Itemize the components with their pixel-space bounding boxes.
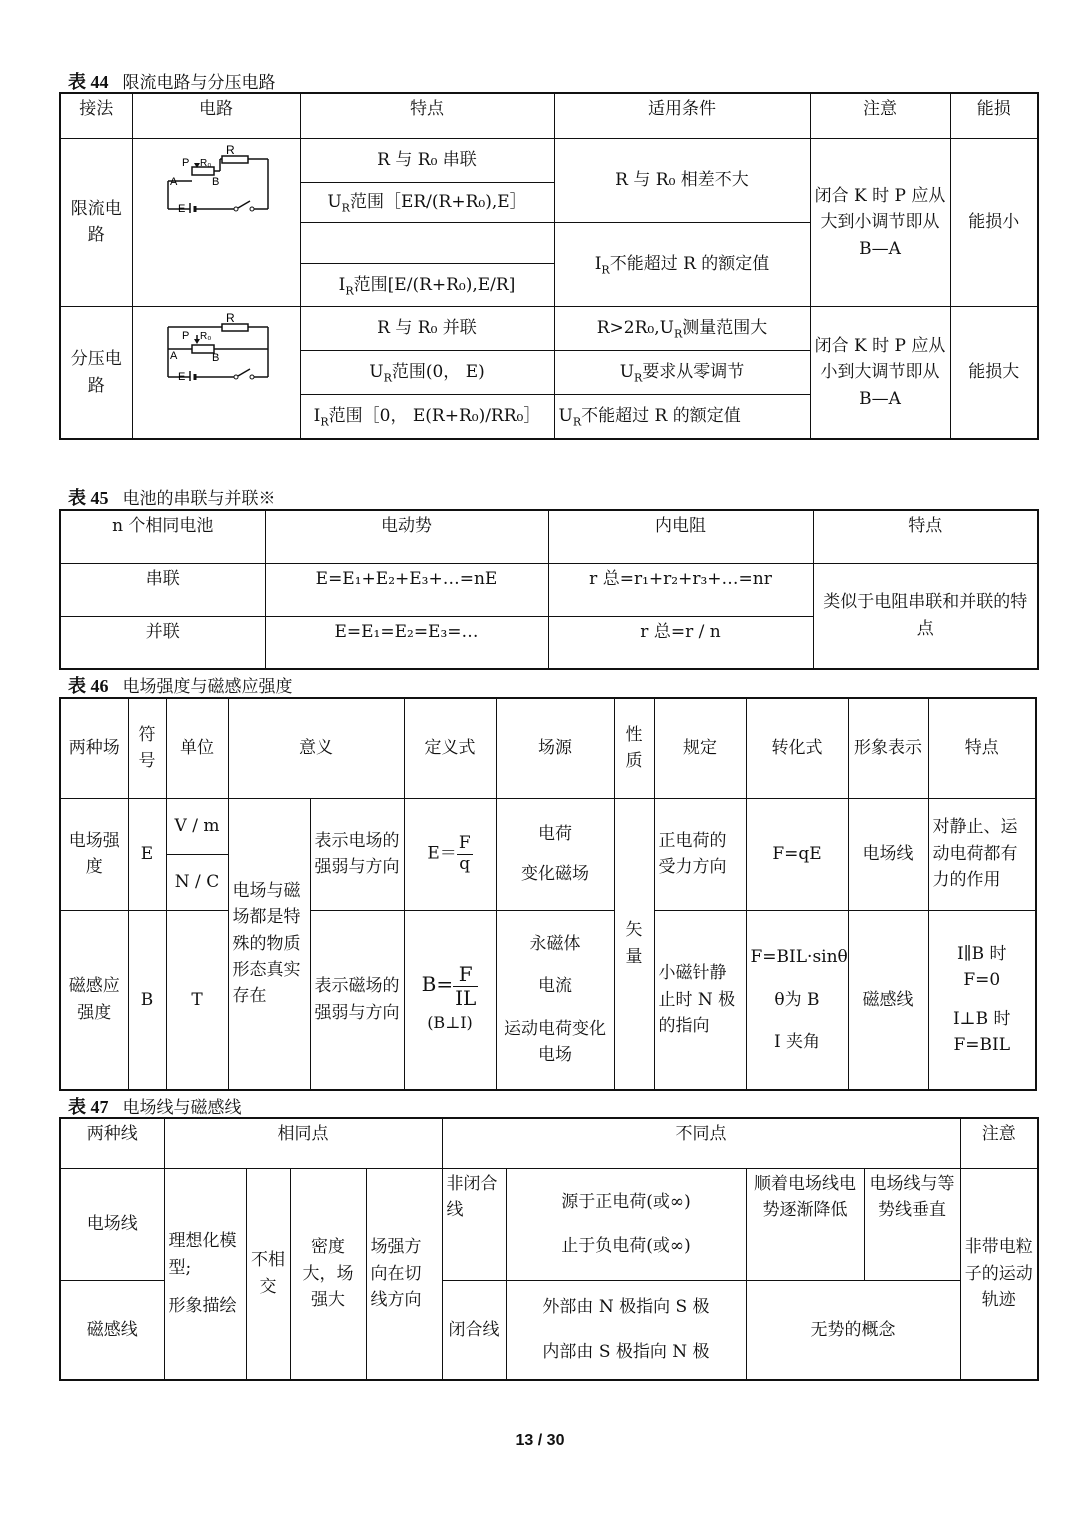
page-number: 13 / 30 <box>515 1432 565 1449</box>
t45-series-r: r 总=r₁+r₂+r₃+…=nr <box>548 563 813 616</box>
t47-header-note: 注意 <box>960 1118 1038 1168</box>
t47-e-name: 电场线 <box>60 1168 164 1280</box>
t47-e-direction: 源于正电荷(或∞) 止于负电荷(或∞) <box>506 1168 746 1280</box>
t45-parallel-name: 并联 <box>60 616 265 669</box>
t44-limit-cond2: $I_R$不能超过 R 的额定值 <box>554 222 810 306</box>
table47-title: 电场线与磁感线 <box>122 1098 242 1118</box>
t47-e-potential: 顺着电场线电势逐渐降低 <box>746 1168 864 1280</box>
label-a: A <box>170 350 178 363</box>
t47-b-potential: 无势的概念 <box>746 1280 960 1380</box>
t46-header-field: 两种场 <box>60 698 128 798</box>
table44-title: 限流电路与分压电路 <box>122 73 276 93</box>
t46-header-feature: 特点 <box>928 698 1036 798</box>
t46-e-image: 电场线 <box>848 798 928 910</box>
resistor-r <box>222 156 248 163</box>
t44-divider-feat3: $I_R$范围［0， E(R+R₀)/RR₀］ <box>300 395 554 439</box>
t46-b-meaning: 表示磁场的强弱与方向 <box>310 910 404 1090</box>
t44-limit-name: 限流电路 <box>60 138 132 306</box>
table45-title: 电池的串联与并联※ <box>122 489 276 509</box>
label-r0: R₀ <box>200 157 212 169</box>
t44-divider-loss: 能损大 <box>950 307 1038 439</box>
t47-same-model: 理想化模型; 形象描绘 <box>164 1168 246 1380</box>
t47-same-direction: 场强方向在切线方向 <box>366 1168 442 1380</box>
t47-same-density: 密度大，场强大 <box>290 1168 366 1380</box>
t47-b-direction: 外部由 N 极指向 S 极 内部由 S 极指向 N 极 <box>506 1280 746 1380</box>
t44-divider-feat1: R 与 R₀ 并联 <box>300 307 554 351</box>
t44-header-loss: 能损 <box>950 93 1038 138</box>
t46-header-image: 形象表示 <box>848 698 928 798</box>
t46-e-unit1: V / m <box>166 798 228 854</box>
t47-e-closed: 非闭合线 <box>442 1168 506 1280</box>
t46-e-source: 电荷 变化磁场 <box>496 798 614 910</box>
label-b: B <box>212 352 220 365</box>
label-e: E <box>178 202 186 213</box>
t44-header-feature: 特点 <box>300 93 554 138</box>
t44-divider-name: 分压电路 <box>60 307 132 439</box>
t45-header-count: n 个相同电池 <box>60 510 265 563</box>
t46-b-image: 磁感线 <box>848 910 928 1090</box>
table46-caption <box>68 672 293 698</box>
t47-b-closed: 闭合线 <box>442 1280 506 1380</box>
label-p: P <box>182 156 190 169</box>
t46-header-rule: 规定 <box>654 698 746 798</box>
t45-parallel-r: r 总=r / n <box>548 616 813 669</box>
table47-caption <box>68 1093 242 1119</box>
table44-number: 表 44 <box>68 72 109 92</box>
t47-b-name: 磁感线 <box>60 1280 164 1380</box>
label-r0: R₀ <box>200 331 212 343</box>
label-r: R <box>226 142 235 157</box>
table45-caption <box>68 484 276 510</box>
label-p: P <box>182 330 190 343</box>
t45-series-emf: E=E₁+E₂+E₃+…=nE <box>265 563 548 616</box>
table45 <box>59 509 1039 670</box>
label-e: E <box>178 371 186 382</box>
t44-divider-feat2: $U_R$范围(0， E) <box>300 351 554 395</box>
table46-number: 表 46 <box>68 676 109 696</box>
t44-header-method: 接法 <box>60 93 132 138</box>
rheostat <box>192 345 214 353</box>
table46 <box>59 697 1037 1091</box>
t47-note: 非带电粒子的运动轨迹 <box>960 1168 1038 1380</box>
t46-e-definition: E＝ $\frac{F}{q}$ <box>404 798 496 910</box>
t44-header-note: 注意 <box>810 93 950 138</box>
t44-limit-feat1: R 与 R₀ 串联 <box>300 138 554 182</box>
label-b: B <box>212 175 220 188</box>
t47-same-no-cross: 不相交 <box>246 1168 290 1380</box>
t44-limit-circuit <box>132 138 300 306</box>
t46-b-rule: 小磁针静止时 N 极的指向 <box>654 910 746 1090</box>
limit-circuit-diagram <box>160 141 272 213</box>
table44 <box>59 92 1039 440</box>
table47 <box>59 1117 1039 1381</box>
t46-e-symbol: E <box>128 798 166 910</box>
t44-limit-note: 闭合 K 时 P 应从大到小调节即从 B—A <box>810 138 950 306</box>
t44-limit-feat2: $U_R$范围［ER/(R+R₀),E］ <box>300 182 554 222</box>
t46-b-definition: B= $\frac{F}{IL}$ (B⊥I) <box>404 910 496 1090</box>
divider-circuit-diagram <box>160 309 272 381</box>
t46-header-unit: 单位 <box>166 698 228 798</box>
t46-e-conversion: F=qE <box>746 798 848 910</box>
t46-shared-meaning: 电场与磁场都是特殊的物质形态真实存在 <box>228 798 310 1090</box>
t46-e-rule: 正电荷的受力方向 <box>654 798 746 910</box>
t46-b-source: 永磁体 电流 运动电荷变化电场 <box>496 910 614 1090</box>
label-r: R <box>226 311 235 326</box>
t46-header-definition: 定义式 <box>404 698 496 798</box>
t46-header-nature: 性质 <box>614 698 654 798</box>
table47-number: 表 47 <box>68 1097 109 1117</box>
t45-header-resistance: 内电阻 <box>548 510 813 563</box>
t46-b-feature: I∥B 时 F=0 I⊥B 时 F=BIL <box>928 910 1036 1090</box>
t45-series-name: 串联 <box>60 563 265 616</box>
t44-divider-note: 闭合 K 时 P 应从小到大调节即从 B—A <box>810 307 950 439</box>
t46-header-symbol: 符号 <box>128 698 166 798</box>
t44-header-circuit: 电路 <box>132 93 300 138</box>
t45-feature: 类似于电阻串联和并联的特点 <box>813 563 1038 669</box>
t47-header-diff: 不同点 <box>442 1118 960 1168</box>
t44-divider-cond2: $U_R$要求从零调节 <box>554 351 810 395</box>
t46-e-meaning: 表示电场的强弱与方向 <box>310 798 404 910</box>
table45-number: 表 45 <box>68 488 109 508</box>
t44-header-condition: 适用条件 <box>554 93 810 138</box>
t44-limit-loss: 能损小 <box>950 138 1038 306</box>
t46-e-unit2: N / C <box>166 854 228 910</box>
t46-b-conversion: F=BIL·sinθ θ为 B I 夹角 <box>746 910 848 1090</box>
t46-e-feature: 对静止、运动电荷都有力的作用 <box>928 798 1036 910</box>
t46-e-name: 电场强度 <box>60 798 128 910</box>
t47-e-equipotential: 电场线与等势线垂直 <box>864 1168 960 1280</box>
t46-header-source: 场源 <box>496 698 614 798</box>
t46-b-unit: T <box>166 910 228 1090</box>
t47-header-same: 相同点 <box>164 1118 442 1168</box>
t44-divider-cond3: $U_R$不能超过 R 的额定值 <box>554 395 810 439</box>
t44-divider-circuit <box>132 307 300 439</box>
t46-header-meaning: 意义 <box>228 698 404 798</box>
t44-limit-feat3: $I_R$范围[E/(R+R₀),E/R] <box>301 263 554 306</box>
t45-header-feature: 特点 <box>813 510 1038 563</box>
t44-limit-cond1: R 与 R₀ 相差不大 <box>554 138 810 222</box>
t44-divider-cond1: $R>2R_0,U_R$测量范围大 <box>554 307 810 351</box>
table44-caption <box>68 68 276 94</box>
t46-nature: 矢量 <box>614 798 654 1090</box>
t46-header-conversion: 转化式 <box>746 698 848 798</box>
t44-limit-feat3-wrap <box>300 222 554 306</box>
table46-title: 电场强度与磁感应强度 <box>122 677 293 697</box>
t45-parallel-emf: E=E₁=E₂=E₃=… <box>265 616 548 669</box>
t47-header-lines: 两种线 <box>60 1118 164 1168</box>
resistor-r <box>222 324 248 331</box>
t46-b-name: 磁感应强度 <box>60 910 128 1090</box>
t45-header-emf: 电动势 <box>265 510 548 563</box>
label-a: A <box>170 175 178 188</box>
t46-b-symbol: B <box>128 910 166 1090</box>
